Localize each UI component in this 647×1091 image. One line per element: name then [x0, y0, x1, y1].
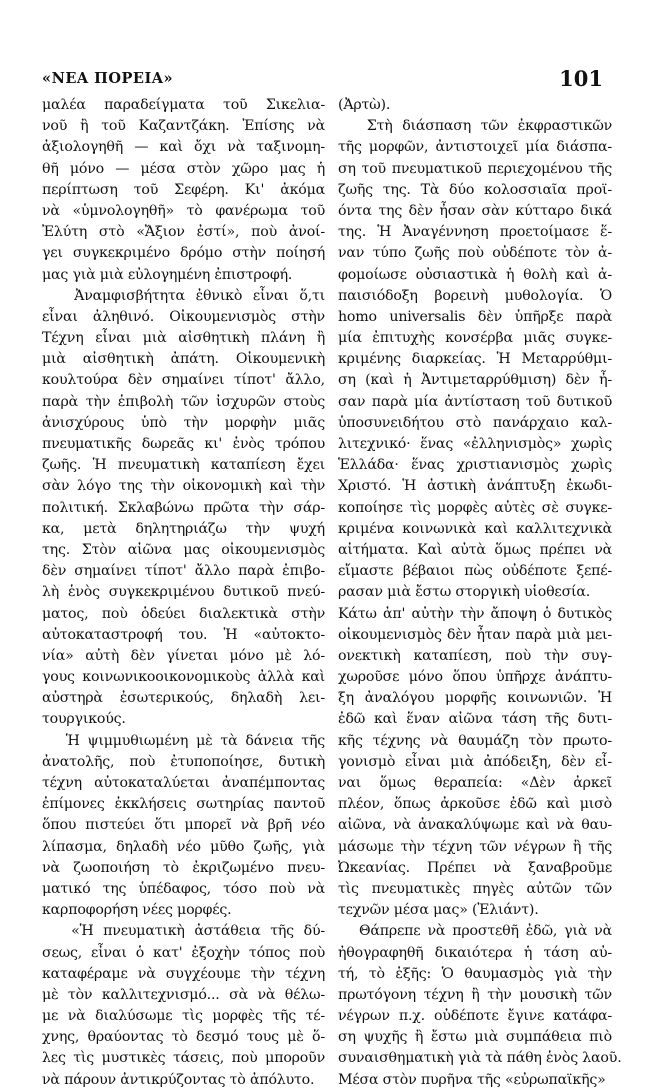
text-line: ἐπίμονες ἐκκλήσεις σωτηρίας παντοῦ [42, 796, 325, 813]
text-line: αἰτήματα. Καὶ αὐτὰ ὅμως πρέπει νὰ [338, 541, 612, 558]
text-line: κα, μετὰ δηλητηριάζω τὴν ψυχή [42, 520, 325, 537]
text-line: ἀξιολογηθῆ — καὶ ὄχι νὰ ταξινομη- [42, 139, 325, 156]
text-line: Ἐλύτη στὸ «Ἄξιον ἐστί», ποὺ ἀνοί- [42, 224, 325, 241]
text-line: πολιτική. Σκλαβώνω πρῶτα τὴν σάρ- [42, 499, 325, 516]
text-line: συναισθηματικὴ γιὰ τὰ πάθη ἑνὸς λαοῦ. [338, 1050, 622, 1067]
text-line: Μέσα στὸν πυρῆνα τῆς «εὐρωπαϊκῆς» [338, 1071, 606, 1088]
text-line: νέγρων π.χ. οὐδέποτε ἔγινε κατάφα- [338, 1008, 612, 1025]
text-line: παισιόδοξη βορεινὴ μυθολογία. Ὁ [338, 287, 612, 304]
text-line: κριμένα κοινωνικὰ καὶ καλλιτεχνικὰ [338, 520, 612, 537]
text-line: λίπασμα, δηλαδὴ νέο μῦθο ζωῆς, γιὰ [42, 838, 325, 855]
text-line: ση ψυχῆς ἢ ἔστω μιὰ συμπάθεια πιὸ [338, 1029, 612, 1046]
running-header [42, 66, 603, 90]
text-line: πρωτόγονη τέχνη ἢ τὴν μουσικὴ τῶν [338, 986, 612, 1003]
text-line: σεως, εἶναι ὁ κατ' ἐξοχὴν τόπος ποὺ [42, 944, 325, 961]
text-line: γους κοινωνικοοικονομικοὺς ἀλλὰ καὶ [42, 669, 325, 686]
text-line: ναν τύπο ζωῆς ποὺ οὐδέποτε τὸν ἀ- [338, 245, 612, 262]
text-line: μαλέα παραδείγματα τοῦ Σικελια- [42, 97, 325, 113]
text-line: ἀνισχύρους ὑπὸ τὴν μορφὴν μιᾶς [42, 414, 325, 431]
text-line: φομοίωσε οὐσιαστικὰ ἡ θολὴ καὶ ἀ- [338, 266, 612, 283]
page-number: 101 [559, 66, 603, 91]
text-line: νία» αὐτὴ δὲν γίνεται μόνο μὲ λό- [42, 647, 325, 664]
text-line: ονεκτικὴ καταπίεση, ποὺ τὴν συγ- [338, 647, 612, 664]
text-line: χνης, θραύοντας τὸ δεσμό τους μὲ ὅ- [42, 1029, 325, 1046]
text-line: τουργικούς. [42, 711, 126, 728]
text-line: αὐστηρὰ ἐσωτερικούς, δηλαδὴ λει- [42, 690, 325, 707]
text-line: τή, τὸ ἑξῆς: Ὁ θαυμασμὸς γιὰ τὴν [338, 965, 612, 982]
text-line: ἠθογραφηθῆ δικαιότερα ἡ τάση αὐ- [338, 944, 612, 961]
text-line: όντα της δὲν ἦσαν σὰν κύτταρο δικά [338, 202, 612, 219]
text-line: πλέον, ὅπως ἀρκοῦσε ἐδῶ καὶ μισὸ [338, 796, 612, 813]
text-line: καταφέραμε νὰ συγχέουμε τὴν τέχνη [42, 965, 325, 982]
text-line: της. Στὸν αἰῶνα μας οἰκουμενισμὸς [42, 541, 325, 558]
text-line: πνευματικῆς δωρεᾶς κι' ἑνὸς τρόπου [42, 436, 325, 452]
text-line: Χριστό. Ἡ ἀστικὴ ἀνάπτυξη ἐκωδι- [338, 478, 612, 495]
text-line: Θάπρεπε νὰ προστεθῆ ἐδῶ, γιὰ νὰ [338, 923, 612, 940]
text-line: ση τοῦ πνευματικοῦ περιεχομένου τῆς [338, 160, 612, 177]
text-line: αὐτοκαταστροφή του. Ἡ «αὐτοκτο- [42, 626, 325, 643]
text-line: αἰῶνα, νὰ ἀνακαλύψωμε καὶ νὰ θαυ- [338, 817, 612, 834]
text-line: μάσωμε τὴν τέχνη τῶν νέγρων ἢ τῆς [338, 838, 612, 855]
text-line: τέχνη αὐτοκαταλύεται ἀναπέμποντας [42, 775, 325, 791]
text-line: θῆ μόνο — μέσα στὸν χῶρο μας ἡ [42, 160, 325, 177]
text-line: σαν παρὰ μία ἀντίσταση τοῦ δυτικοῦ [338, 393, 612, 410]
text-line: λὴ ἑνὸς συγκεκριμένου δυτικοῦ πνεύ- [42, 584, 325, 601]
text-line: εἶναι ἀληθινό. Οἰκουμενισμὸς στὴν [42, 308, 325, 325]
text-line: ση (καὶ ἡ Ἀντιμεταρρύθμιση) δὲν ἦ- [338, 372, 612, 389]
text-line: κῆς τέχνης νὰ θαυμάζη τὸν πρωτο- [338, 732, 612, 749]
text-line: περίπτωση τοῦ Σεφέρη. Κι' ἀκόμα [42, 181, 325, 198]
text-line: Κάτω ἀπ' αὐτὴν τὴν ἄποψη ὁ δυτικὸς [338, 605, 612, 622]
text-line: ματικό της ὑπέδαφος, τόσο ποὺ νὰ [42, 880, 325, 897]
text-line: λες τὶς μυστικὲς τάσεις, ποὺ μποροῦν [42, 1050, 325, 1067]
text-line: δὲν σημαίνει τίποτ' ἄλλο παρὰ ἐπιβο- [42, 563, 325, 580]
text-line: Ἀναμφισβήτητα ἐθνικὸ εἶναι ὅ,τι [42, 287, 325, 304]
text-line: μὲ τὸν καλλιτεχνισμό... σὰ νὰ θέλω- [42, 986, 325, 1003]
text-line: νὰ ζωοποιήση τὸ ἐκριζωμένο πνευ- [42, 859, 325, 876]
text-line: οἰκουμενισμὸς δὲν ἦταν παρὰ μιὰ μει- [338, 626, 612, 643]
text-line: ἀνατολῆς, ποὺ ἐτυποποίησε, δυτικὴ [42, 753, 325, 770]
text-line: ξη ἀναλόγου μορφῆς κοινωνιῶν. Ἡ [338, 690, 612, 707]
text-line: κριμένης διαρκείας. Ἡ Μεταρρύθμι- [338, 351, 612, 368]
text-line: σὰν λόγο της τὴν οἰκονομικὴ καὶ τὴν [42, 478, 325, 495]
text-line: ἐδῶ καὶ ἕναν αἰῶνα τάση τῆς δυτι- [338, 711, 612, 728]
text-line: ρασαν μιὰ ἔστω στοργικὴ υἱοθεσία. [338, 584, 591, 601]
text-line: μας γιὰ μιὰ εὐλογημένη ἐπιστροφή. [42, 266, 293, 283]
text-line: τῆς μορφῶν, ἀντιστοιχεῖ μία διάσπα- [338, 139, 612, 156]
text-line: Στὴ διάσπαση τῶν ἐκφραστικῶν [338, 118, 612, 135]
text-line: εἴμαστε βέβαιοι πὼς οὐδέποτε ξεπέ- [338, 563, 612, 580]
text-line: κουλτούρα δὲν σημαίνει τίποτ' ἄλλο, [42, 372, 325, 389]
text-line: λιτεχνικό· ἕνας «ἐλληνισμὸς» χωρὶς [338, 436, 612, 452]
text-line: με νὰ διαλύσωμε τὶς μορφὲς τῆς τέ- [42, 1008, 325, 1025]
text-line: ματος, ποὺ ὁδεύει διαλεκτικὰ στὴν [42, 605, 325, 622]
text-line: homo universalis δὲν ὑπῆρξε παρὰ [338, 308, 612, 325]
text-line: κοποίησε τὶς μορφὲς αὐτὲς σὲ συγκε- [338, 499, 612, 516]
text-line: καρποφορήση νέες μορφές. [42, 902, 232, 919]
text-line: νὰ πάρουν ἀντικρύζοντας τὸ ἀπόλυτο. [42, 1071, 315, 1088]
text-line: ὅπου πιστεύει ὅτι μπορεῖ νὰ βρῆ νέο [42, 817, 325, 834]
text-line: ὑποσυνειδήτου στὸ πανάρχαιο καλ- [338, 414, 612, 431]
text-line: ζωῆς. Ἡ πνευματικὴ καταπίεση ἔχει [42, 457, 325, 474]
text-line: χωροῦσε μόνο ὅπου ὑπῆρχε ἀνάπτυ- [338, 669, 612, 686]
right-column [338, 95, 622, 1091]
left-column [42, 95, 325, 1091]
text-line: ζωῆς της. Τὰ δύο κολοσσιαῖα προϊ- [338, 181, 612, 198]
text-line: γονισμὸ εἶναι μιὰ ἀπόδειξη, δὲν εἶ- [338, 753, 612, 770]
text-line: Τέχνη εἶναι μιὰ αἰσθητικὴ πλάνη ἢ [42, 330, 325, 347]
text-line: της. Ἡ Ἀναγέννηση προετοίμασε ἕ- [338, 224, 612, 241]
journal-title: «ΝΕΑ ΠΟΡΕΙΑ» [42, 70, 174, 87]
text-line: «Ἡ πνευματικὴ ἀστάθεια τῆς δύ- [42, 923, 325, 940]
text-line: Ὠκεανίας. Πρέπει νὰ ξαναβροῦμε [338, 859, 612, 876]
text-line: νοῦ ἢ τοῦ Καζαντζάκη. Ἐπίσης νὰ [42, 118, 325, 135]
text-line: (Ἀρτὼ). [338, 97, 391, 113]
text-line: ναι ὅμως θεραπεία: «Δὲν ἀρκεῖ [338, 775, 612, 791]
text-line: Ἡ ψιμμυθιωμένη μὲ τὰ δάνεια τῆς [42, 732, 325, 749]
text-line: Ἑλλάδα· ἕνας χριστιανισμὸς χωρὶς [338, 457, 612, 474]
text-line: τὶς πνευματικὲς πηγὲς αὐτῶν τῶν [338, 880, 612, 897]
text-line: μία ἐπιτυχὴς κονσέρβα μιᾶς συγκε- [338, 330, 612, 347]
text-line: παρὰ τὴν ἐπιβολὴ τῶν ἰσχυρῶν στοὺς [42, 393, 325, 410]
text-line: τεχνῶν μέσα μας» (Ἐλιάντ). [338, 902, 539, 919]
text-line: μιὰ αἰσθητικὴ ἀπάτη. Οἰκουμενικὴ [42, 351, 325, 368]
text-line: νὰ «ὑμνολογηθῆ» τὸ φανέρωμα τοῦ [42, 202, 325, 219]
text-line: γει συγκεκριμένο δρόμο στὴν ποίησή [42, 245, 325, 262]
